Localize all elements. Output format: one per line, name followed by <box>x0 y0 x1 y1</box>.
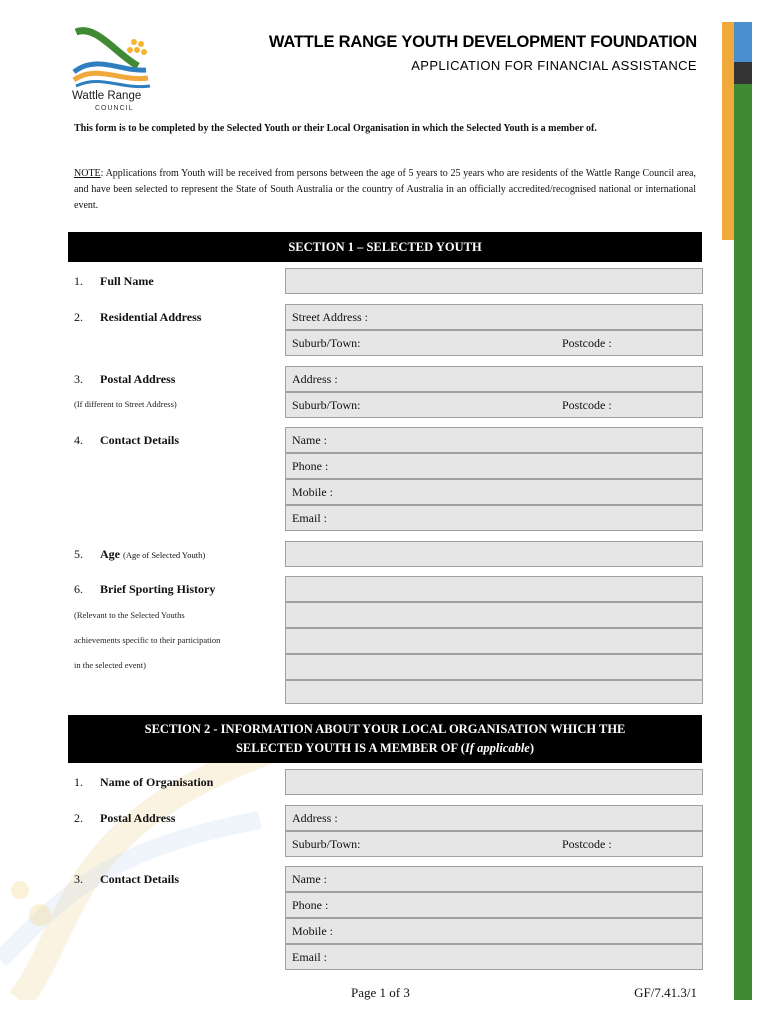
form-title: APPLICATION FOR FINANCIAL ASSISTANCE <box>411 58 697 73</box>
page-number: Page 1 of 3 <box>351 985 410 1000</box>
org-suburb-field[interactable]: Suburb/Town: Postcode : <box>285 831 703 857</box>
intro-text: This form is to be completed by the Selected Youth or their Local Organisation in which the Selected Youth is a member of. <box>74 123 597 134</box>
org-contact-email-field[interactable]: Email : <box>285 944 703 970</box>
s1-q3-label: 3. Postal Address <box>74 372 176 386</box>
postal-address-field[interactable]: Address : <box>285 366 703 392</box>
section1-header: SECTION 1 – SELECTED YOUTH <box>68 232 702 262</box>
s1-q5-label: 5. Age (Age of Selected Youth) <box>74 547 206 561</box>
stripe-dark <box>734 62 752 84</box>
org-title: WATTLE RANGE YOUTH DEVELOPMENT FOUNDATION <box>268 33 697 51</box>
history-field-5[interactable] <box>285 680 703 704</box>
s2-q2-label: 2. Postal Address <box>74 811 176 825</box>
org-contact-phone-field[interactable]: Phone : <box>285 892 703 918</box>
postal-suburb-field[interactable]: Suburb/Town: Postcode : <box>285 392 703 418</box>
s2-q1-label: 1. Name of Organisation <box>74 775 214 789</box>
note-label: NOTE <box>74 168 101 179</box>
contact-name-field[interactable]: Name : <box>285 427 703 453</box>
age-field[interactable] <box>285 541 703 567</box>
org-contact-mobile-field[interactable]: Mobile : <box>285 918 703 944</box>
s1-q6-sub1: (Relevant to the Selected Youths <box>74 610 185 620</box>
logo-name: Wattle Range <box>72 90 142 102</box>
org-name-field[interactable] <box>285 769 703 795</box>
contact-mobile-field[interactable]: Mobile : <box>285 479 703 505</box>
stripe-orange <box>722 22 734 240</box>
s1-q6-sub2: achievements specific to their participation <box>74 635 221 645</box>
contact-email-field[interactable]: Email : <box>285 505 703 531</box>
section2-header: SECTION 2 - INFORMATION ABOUT YOUR LOCAL ORGANISATION WHICH THE SELECTED YOUTH IS A MEMBER OF (If applicable) <box>68 715 702 763</box>
history-field-3[interactable] <box>285 628 703 654</box>
res-street-field[interactable]: Street Address : <box>285 304 703 330</box>
note-text <box>74 166 696 214</box>
org-address-field[interactable]: Address : <box>285 805 703 831</box>
s1-q6-label: 6. Brief Sporting History <box>74 582 216 596</box>
note-body: : Applications from Youth will be received from persons between the age of 5 years to 25 years who are residents of the Wattle Range Council area, and have been selected to represent the State of South Australia or the country of Australia in an officially accredited/recognised national or international event. <box>74 168 696 211</box>
s1-q4-label: 4. Contact Details <box>74 433 179 447</box>
full-name-field[interactable] <box>285 268 703 294</box>
s1-q1-label: 1. Full Name <box>74 274 154 288</box>
stripe-blue <box>734 22 752 62</box>
s1-q3-sub: (If different to Street Address) <box>74 399 177 409</box>
contact-phone-field[interactable]: Phone : <box>285 453 703 479</box>
history-field-2[interactable] <box>285 602 703 628</box>
s1-q2-label: 2. Residential Address <box>74 310 202 324</box>
s1-q6-sub3: in the selected event) <box>74 660 146 670</box>
org-contact-name-field[interactable]: Name : <box>285 866 703 892</box>
res-suburb-field[interactable]: Suburb/Town: Postcode : <box>285 330 703 356</box>
logo-sub: COUNCIL <box>95 105 134 112</box>
history-field-1[interactable] <box>285 576 703 602</box>
s2-q3-label: 3. Contact Details <box>74 872 179 886</box>
form-code: GF/7.41.3/1 <box>634 985 697 1000</box>
stripe-green <box>734 84 752 1000</box>
history-field-4[interactable] <box>285 654 703 680</box>
